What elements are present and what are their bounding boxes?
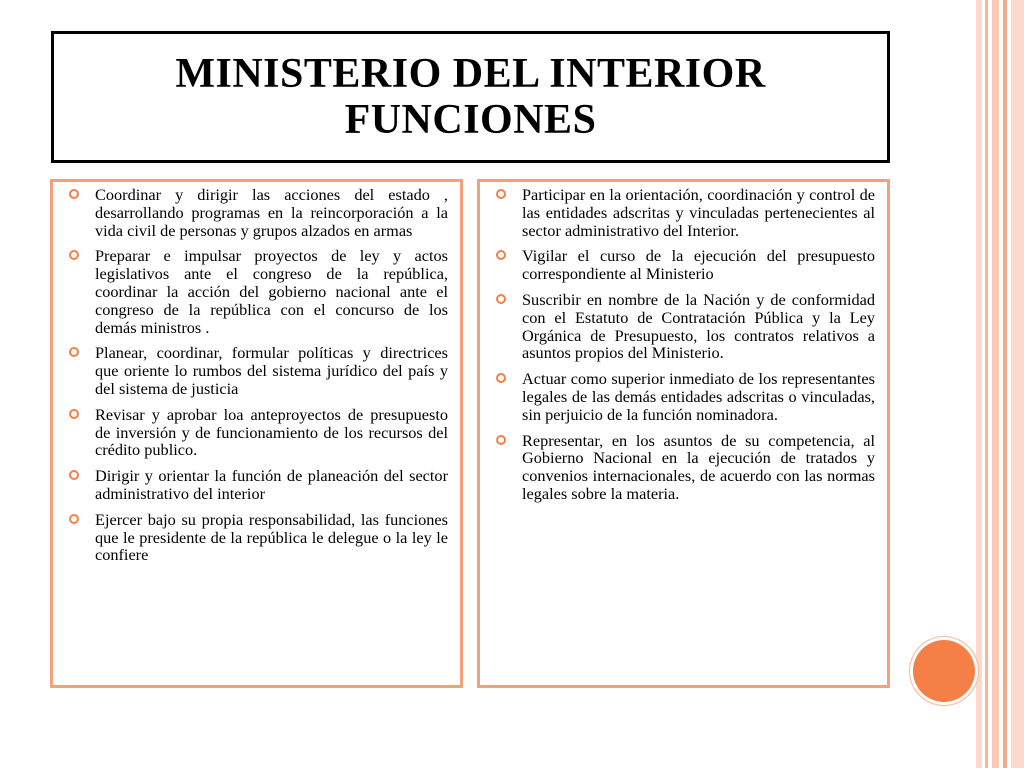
decorative-side-stripes (976, 0, 1024, 768)
slide-title-line1: MINISTERIO DEL INTERIOR (175, 51, 766, 97)
list-item (494, 186, 875, 239)
list-item (494, 291, 875, 362)
list-item-text: Suscribir en nombre de la Nación y de conformidad con el Estatuto de Contratación Pública y la Ley Orgánica de Presupuesto, los contratos relativos a asuntos propios del Ministerio. (522, 289, 875, 363)
list-item-text: Actuar como superior inmediato de los representantes legales de las demás entidades adscritas o vinculadas, sin perjuicio de la función nominadora. (522, 369, 875, 424)
list-item (67, 406, 448, 459)
circle-bullet-icon (496, 435, 506, 445)
circle-bullet-icon (496, 250, 506, 260)
left-column (50, 179, 463, 688)
stripe (1011, 0, 1024, 768)
orange-circle-icon (913, 640, 975, 702)
title-box (51, 31, 890, 163)
circle-bullet-icon (496, 189, 506, 199)
list-item-text: Ejercer bajo su propia responsabilidad, las funciones que le presidente de la república le delegue o la ley le confiere (95, 509, 448, 565)
list-item (494, 370, 875, 423)
circle-bullet-icon (69, 409, 79, 419)
right-bullet-list (494, 186, 875, 503)
list-item-text: Preparar e impulsar proyectos de ley y actos legislativos ante el congreso de la república, coordinar la acción del gobierno nacional ante el congreso de la república con el concurso de los demás ministros . (95, 246, 448, 337)
slide-title-line2: FUNCIONES (344, 97, 597, 143)
list-item (67, 467, 448, 503)
list-item (67, 186, 448, 239)
list-item-text: Vigilar el curso de la ejecución del presupuesto correspondiente al Ministerio (522, 246, 875, 284)
circle-bullet-icon (69, 514, 79, 524)
stripe (992, 0, 999, 768)
list-item (494, 247, 875, 283)
circle-bullet-icon (69, 189, 79, 199)
stripe (1003, 0, 1007, 768)
circle-bullet-icon (69, 470, 79, 480)
list-item (494, 432, 875, 503)
list-item-text: Revisar y aprobar loa anteproyectos de presupuesto de inversión y de funcionamiento de los recursos del crédito publico. (95, 404, 448, 460)
circle-bullet-icon (69, 250, 79, 260)
list-item (67, 247, 448, 336)
list-item-text: Coordinar y dirigir las acciones del estado , desarrollando programas en la reincorporación a la vida civil de personas y grupos alzados en armas (95, 185, 448, 240)
list-item-text: Dirigir y orientar la función de planeación del sector administrativo del interior (95, 466, 448, 503)
circle-bullet-icon (496, 294, 506, 304)
left-bullet-list (67, 186, 448, 564)
circle-bullet-icon (496, 373, 506, 383)
circle-bullet-icon (69, 347, 79, 357)
list-item (67, 511, 448, 564)
list-item-text: Planear, coordinar, formular políticas y directrices que oriente lo rumbos del sistema jurídico del país y del sistema de justicia (95, 343, 448, 398)
stripe (976, 0, 982, 768)
right-column (477, 179, 890, 688)
list-item-text: Representar, en los asuntos de su competencia, al Gobierno Nacional en la ejecución de tratados y convenios internacionales, de acuerdo con las normas legales sobre la materia. (522, 430, 875, 503)
stripe (985, 0, 988, 768)
list-item-text: Participar en la orientación, coordinación y control de las entidades adscritas y vinculadas pertenecientes al sector administrativo del Interior. (522, 185, 875, 240)
list-item (67, 344, 448, 397)
